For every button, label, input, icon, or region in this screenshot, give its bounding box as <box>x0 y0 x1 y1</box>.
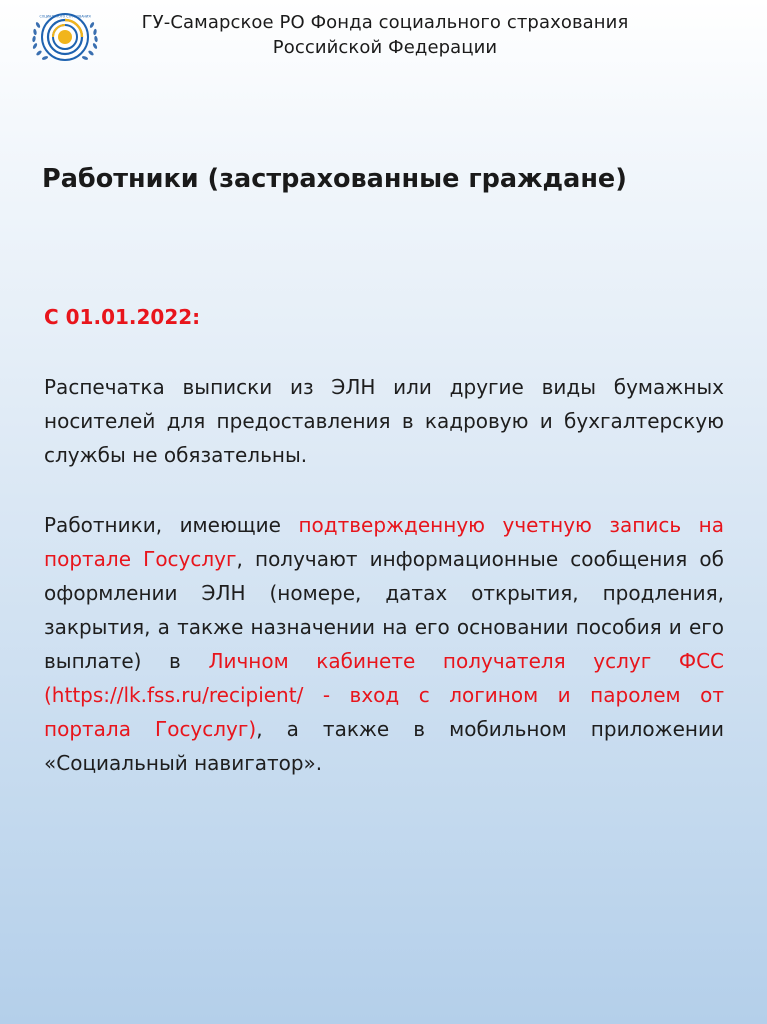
paragraph-text: , получают информационные сообщения об оформлении ЭЛН (номере, датах открытия, продления, закрытия, а также назначении на его основании пособия и его выплате) в <box>44 547 724 673</box>
logo-text: СОЦИАЛЬНОГО СТРАХОВАНИЯ <box>39 14 91 19</box>
organization-name-line1: ГУ-Самарское РО Фонда социального страхования <box>141 12 629 33</box>
fss-emblem-icon <box>26 6 104 68</box>
gosuslugi-account-highlight: подтвержденную учетную запись на портале Госуслуг <box>44 513 724 571</box>
slide-title: Работники (застрахованные граждане) <box>42 164 627 194</box>
fss-cabinet-highlight: Личном кабинете получателя услуг ФСС (https://lk.fss.ru/recipient/ - вход с логином и паролем от портала Госуслуг) <box>44 649 724 741</box>
paragraph-text: , а также в мобильном приложении «Социальный навигатор». <box>44 717 724 775</box>
paragraph-paper-printouts: Распечатка выписки из ЭЛН или другие виды бумажных носителей для предоставления в кадровую и бухгалтерскую службы не обязательны. <box>44 375 724 467</box>
organization-name <box>105 10 665 60</box>
effective-date-label: С 01.01.2022: <box>44 305 201 329</box>
organization-name-line2: Российской Федерации <box>272 37 498 58</box>
paragraph-notifications <box>44 508 724 780</box>
paragraph-text: Работники, имеющие <box>44 513 299 537</box>
